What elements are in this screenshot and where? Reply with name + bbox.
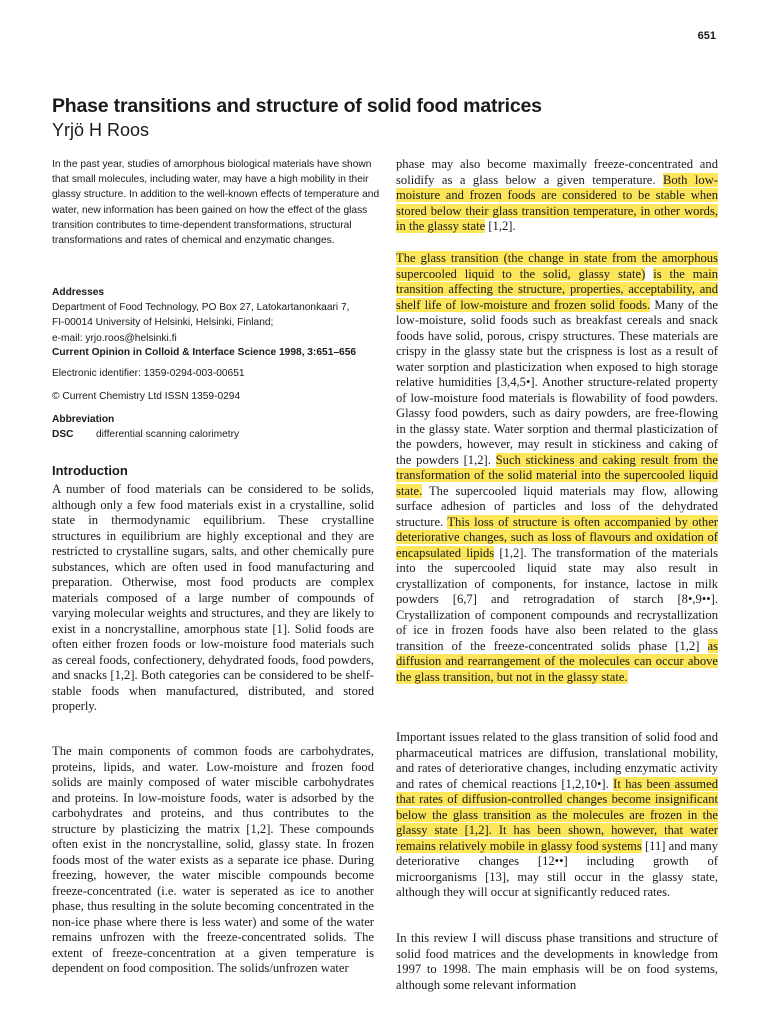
author-name: Yrjö H Roos: [52, 120, 150, 140]
body-text: [1,2].: [485, 219, 516, 233]
highlighted-text: It has been assumed that rates of diffusion-controlled changes become insignificant below the glass transition as the molecules are frozen in the glassy state [1,2]. It has been shown, however, that water remains relatively mobile in glassy food systems: [396, 776, 718, 853]
journal-citation: Current Opinion in Colloid & Interface Science 1998, 3:651–656: [52, 347, 357, 358]
body-paragraph: A number of food materials can be considered to be solids, although only a few food materials exist in a crystalline, solid state in thermodynamic equilibrium. These crystalline structures in equilibrium are highly exceptional and they are restricted to crystalline sugars, salts, and other chemically pure substances, which are often used in food manufacturing and preparation. Otherwise, most food products are complex materials composed of a large number of compounds of varying molecular weights and structures, and they are likely to exist in a noncrystalline, amorphous state [1]. Solid foods are often either frozen foods or low-moisture food materials such as cereal foods, confectionery, dehydrated foods, food powders, and snacks [1,2]. Both categories can be considered to be shelf-stable foods when manufactured, distributed, and stored properly.: [52, 482, 374, 713]
body-paragraph: [396, 730, 718, 901]
body-paragraph: [396, 251, 718, 685]
abbreviation-block: [52, 412, 380, 442]
introduction-heading: Introduction: [52, 463, 128, 478]
body-text: [1,2]. The transformation of the materials into the supercooled liquid state may also result in crystallization of components, for instance, lactose in milk powders [6,7] and retrogradation of starch [8•,9••]. Crystallization of component compounds and recrystallization of ice in frozen foods have also been related to the glass transition of the freeze-concentrated solids phase [1,2]: [396, 545, 718, 653]
body-paragraph: The main components of common foods are carbohydrates, proteins, lipids, and water. Low-moisture and frozen food solids are mainly composed of water miscible carbohydrates and proteins. In low-moisture foods, water is adsorbed by the carbohydrates and proteins, and thus contributes to the structure by plasticizing the matrix [1,2]. These compounds often exist in the noncrystalline, solid, glassy state. In frozen foods most of the water exists as a separate ice phase. During freezing, however, the water miscible compounds become freeze-concentrated (i.e. water is seperated as ice to another phase, thus resulting in the solute becoming concentrated in the non-ice phase where there is less water) and some of the water remains unfrozen with the freeze-concentrated solids. The extent of freeze-concentration at a given temperature is dependent on food composition. The solids/unfrozen water: [52, 744, 374, 975]
address-line: FI-00014 University of Helsinki, Helsinki, Finland;: [52, 317, 274, 329]
addresses-heading: Addresses: [52, 287, 105, 298]
email-line: e-mail: yrjo.roos@helsinki.fi: [52, 332, 177, 344]
body-text: phase may also become maximally freeze-concentrated and solidify as a glass below a given temperature.: [396, 157, 718, 187]
highlighted-text: Both low-moisture and frozen foods are considered to be stable when stored below their glass transition temperature, in other words, in the glassy state: [396, 172, 718, 233]
abbreviation-row: [52, 427, 380, 442]
abbreviation-definition: differential scanning calorimetry: [96, 429, 240, 441]
body-text: [11] and many deteriorative changes [12••] including growth of microorganisms [13], may still occur in the glassy state, although they will occur at significantly reduced rates.: [396, 838, 718, 899]
abstract: In the past year, studies of amorphous biological materials have shown that small molecules, including water, may have a high mobility in their glassy structure. In addition to the well-known effects of temperature and water, new information has been gained on how the effect of the glass transition contributes to time-dependent transformations, structural transformations and rates of chemical and enzymatic changes.: [52, 159, 380, 247]
body-text: [645, 267, 653, 281]
body-text: Many of the low-moisture, solid foods such as breakfast cereals and snack foods have solid, porous, crispy structures. These materials are crispy in the glassy state but the crispness is lost as a result of water sorption and plasticization when exposed to high storage relative humidities [3,4,5•]. Another structure-related property of low-moisture food materials is flowability of food powders. Glassy food powders, such as dairy powders, are free-flowing in the glassy state. Water sorption and thermal plasticization of the powders, however, may result in stickiness and caking of the powders [1,2].: [396, 297, 719, 467]
body-paragraph: [396, 157, 718, 235]
body-paragraph: In this review I will discuss phase transitions and structure of solid food matrices and the developments in knowledge from 1997 to 1998. The main emphasis will be on food systems, although some relevant information: [396, 931, 718, 992]
electronic-identifier: Electronic identifier: 1359-0294-003-00651: [52, 368, 245, 379]
page-number: 651: [697, 30, 716, 42]
body-text: Important issues related to the glass transition of solid food and pharmaceutical matrices are diffusion, translational mobility, and rates of deteriorative changes, including enzymatic activity and rates of chemical reactions [1,2,10•].: [396, 730, 718, 791]
addresses-block: [52, 285, 380, 346]
highlighted-text: This loss of structure is often accompanied by other deteriorative changes, such as loss of flavours and oxidation of encapsulated lipids: [396, 514, 718, 560]
body-text: The supercooled liquid materials may flow, allowing surface adhesion of particles and loss of the dehydrated structure.: [396, 483, 718, 529]
address-line: Department of Food Technology, PO Box 27, Latokartanonkaari 7,: [52, 302, 350, 314]
abbreviation-heading: Abbreviation: [52, 414, 115, 425]
highlighted-text: as diffusion and rearrangement of the molecules can occur above the glass transition, but not in the glassy state.: [396, 638, 718, 684]
article-title: Phase transitions and structure of solid food matrices: [52, 95, 542, 117]
highlighted-text: Such stickiness and caking result from the transformation of the solid material into the supercooled liquid state.: [396, 452, 718, 498]
highlighted-text: is the main transition affecting the structure, properties, acceptability, and shelf life of low-moisture and frozen solid foods.: [396, 266, 718, 312]
highlighted-text: The glass transition (the change in state from the amorphous supercooled liquid to the solid, glassy state): [396, 251, 718, 281]
copyright-notice: © Current Chemistry Ltd ISSN 1359-0294: [52, 391, 241, 402]
abbreviation-term: DSC: [52, 429, 74, 441]
